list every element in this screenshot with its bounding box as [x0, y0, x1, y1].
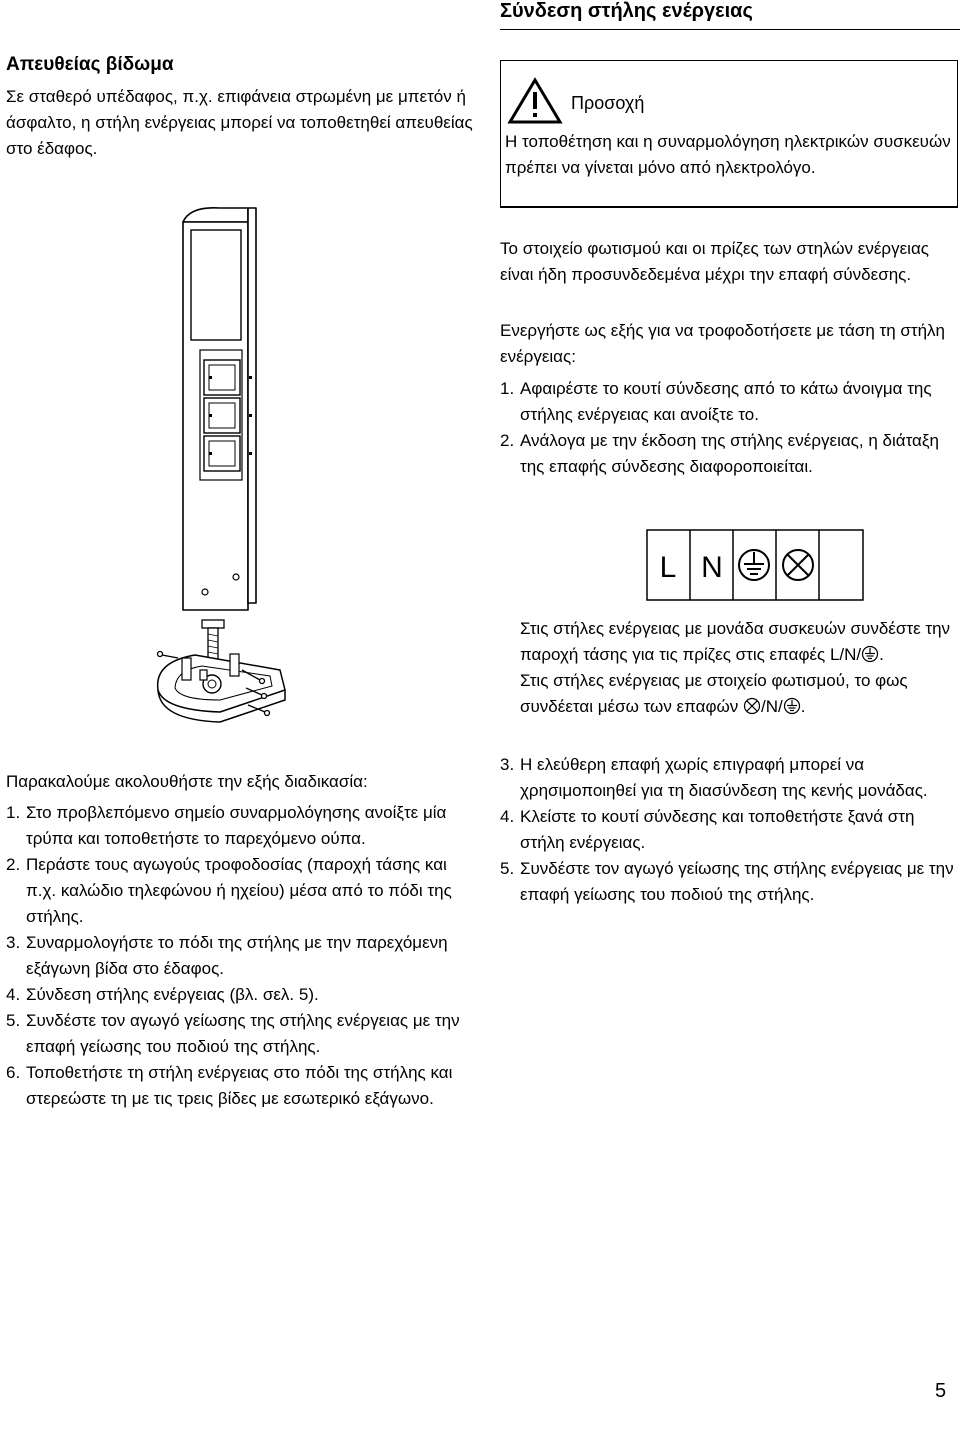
terminal-label-l: L — [659, 551, 677, 584]
list-item: 5. Συνδέστε τον αγωγό γείωσης της στήλης ενέργειας με την επαφή γείωσης του ποδιού της στήλης. — [6, 1011, 460, 1056]
power-column-illustration — [150, 200, 480, 730]
list-item: 5. Συνδέστε τον αγωγό γείωσης της στήλης ενέργειας με την επαφή γείωσης του ποδιού της στήλης. — [500, 859, 954, 904]
ground-symbol-icon — [783, 697, 801, 715]
page-number: 5 — [935, 1380, 947, 1402]
list-item: 4. Σύνδεση στήλης ενέργειας (βλ. σελ. 5). — [6, 985, 319, 1004]
list-item: 6. Τοποθετήστε τη στήλη ενέργειας στο πόδι της στήλης και στερεώστε τη με τις τρεις βίδες με εσωτερικό εξάγωνο. — [6, 1063, 453, 1108]
terminal-block-diagram — [646, 529, 864, 601]
warning-triangle-icon — [507, 77, 563, 125]
list-item: 1. Αφαιρέστε το κουτί σύνδεσης από το κάτω άνοιγμα της στήλης ενέργειας και ανοίξτε το. — [500, 379, 932, 424]
list-item: 4. Κλείστε το κουτί σύνδεσης και τοποθετήστε ξανά στη στήλη ενέργειας. — [500, 807, 915, 852]
connection-steps-b — [500, 752, 955, 908]
list-item: 2. Περάστε τους αγωγούς τροφοδοσίας (παροχή τάσης και π.χ. καλώδιο τηλεφώνου ή ηχείου) μέσα από το πόδι της στήλης. — [6, 855, 452, 926]
procedure-title: Παρακαλούμε ακολουθήστε την εξής διαδικασία: — [6, 772, 368, 791]
intro-paragraph: Σε σταθερό υπέδαφος, π.χ. επιφάνεια στρωμένη με μπετόν ή άσφαλτο, η στήλη ενέργειας μπορεί να τοποθετηθεί απευθείας στο έδαφος. — [6, 87, 473, 158]
procedure-steps — [6, 800, 471, 1112]
warning-box — [500, 60, 958, 208]
warning-title: Προσοχή — [571, 93, 645, 113]
ground-symbol-icon — [861, 645, 879, 663]
lamp-symbol-icon — [743, 697, 761, 715]
connection-steps-a — [500, 376, 955, 480]
list-item: 1. Στο προβλεπόμενο σημείο συναρμολόγησης ανοίξτε μία τρύπα και τοποθετήστε το παρεχόμενο ούπα. — [6, 803, 447, 848]
list-item: 3. Συναρμολογήστε το πόδι της στήλης με την παρεχόμενη εξάγωνη βίδα στο έδαφος. — [6, 933, 448, 978]
connection-note: Στις στήλες ενέργειας με μονάδα συσκευών συνδέστε την παροχή τάσης για τις πρίζες στις επαφές L/N/ . Στις στήλες ενέργειας με στοιχείο φωτισμού, το φως συνδέεται μέσω των επαφών /N/ . — [520, 619, 951, 716]
terminal-label-n: N — [701, 551, 723, 584]
info-paragraph: Το στοιχείο φωτισμού και οι πρίζες των στηλών ενέργειας είναι ήδη προσυνδεδεμένα μέχρι την επαφή σύνδεσης. — [500, 239, 929, 284]
list-item: 3. Η ελεύθερη επαφή χωρίς επιγραφή μπορεί να χρησιμοποιηθεί για τη διασύνδεση της κενής μονάδας. — [500, 755, 928, 800]
subsection-title: Απευθείας βίδωμα — [6, 54, 174, 75]
instruction-intro: Ενεργήστε ως εξής για να τροφοδοτήσετε με τάση τη στήλη ενέργειας: — [500, 321, 946, 366]
section-title: Σύνδεση στήλης ενέργειας — [500, 0, 960, 30]
list-item: 2. Ανάλογα με την έκδοση της στήλης ενέργειας, η διάταξη της επαφής σύνδεσης διαφοροποιείται. — [500, 431, 939, 476]
warning-text: Η τοποθέτηση και η συναρμολόγηση ηλεκτρικών συσκευών πρέπει να γίνεται μόνο από ηλεκτρολόγο. — [505, 132, 951, 177]
